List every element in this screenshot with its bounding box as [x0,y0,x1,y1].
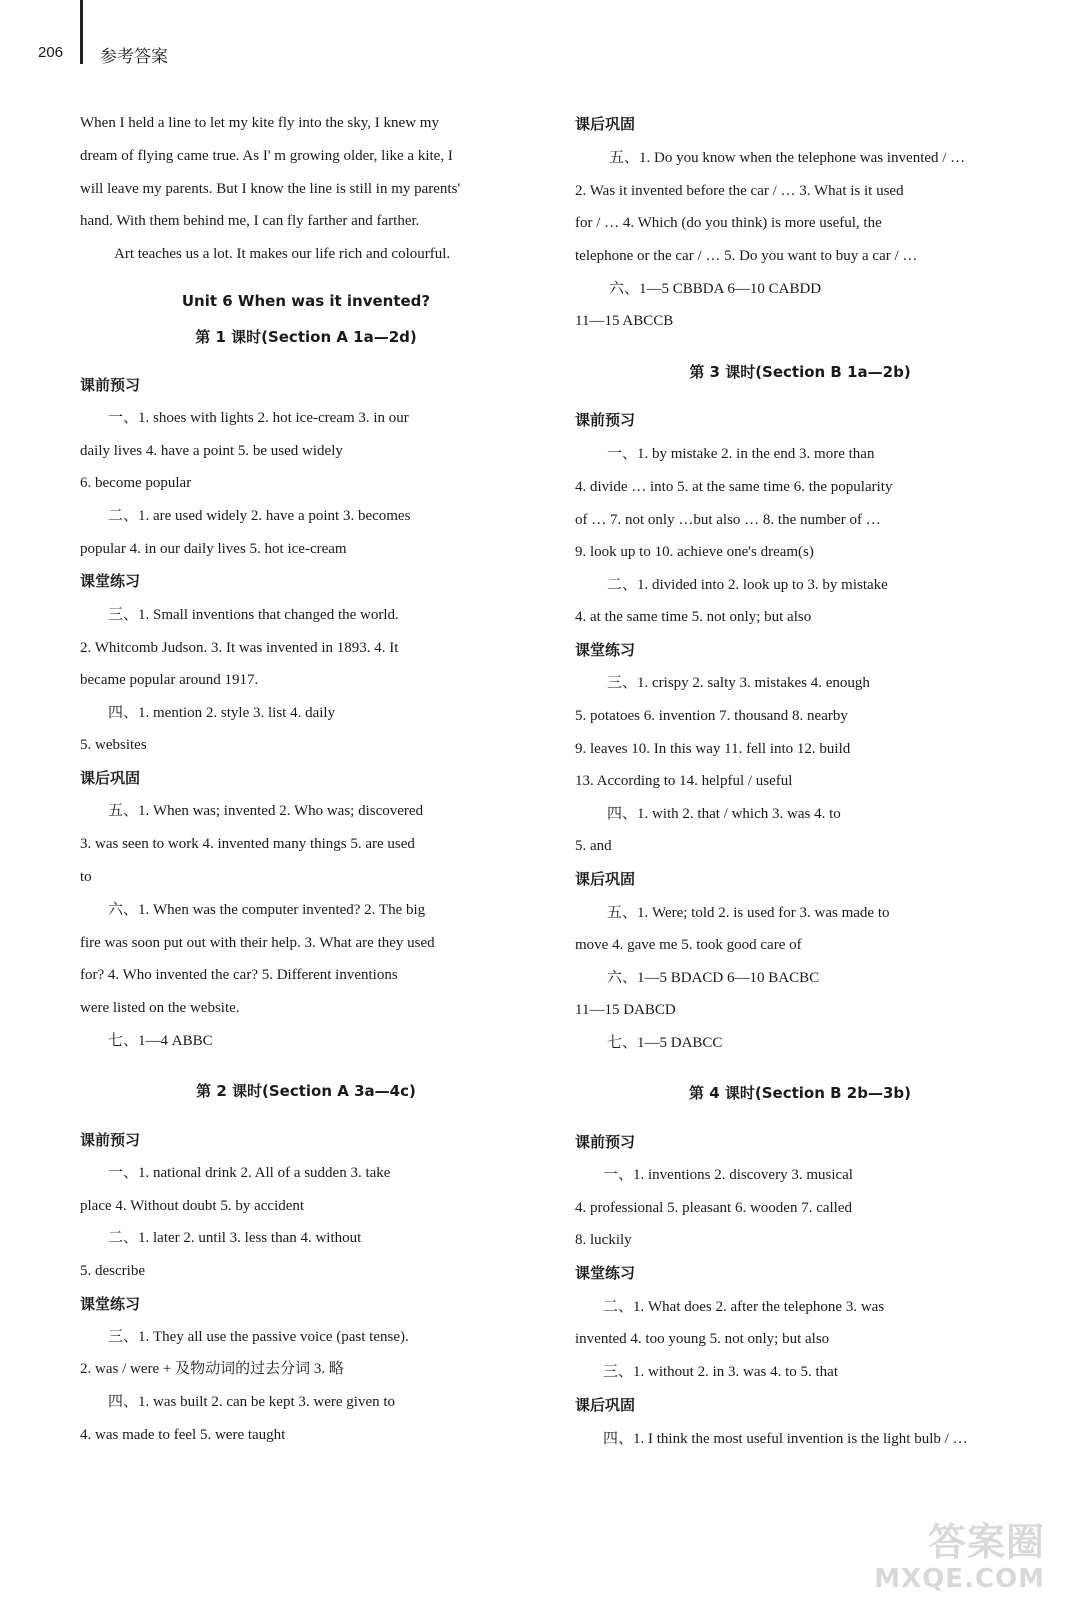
answer-line: of … 7. not only …but also … 8. the number of … [575,512,881,528]
answer-line: 五、1. When was; invented 2. Who was; discovered [108,803,424,819]
answer-line: 二、1. are used widely 2. have a point 3. becomes [108,508,411,524]
answer-line: place 4. Without doubt 5. by accident [80,1198,305,1214]
answer-line: 七、1—5 DABCC [607,1035,723,1051]
answer-line: for? 4. Who invented the car? 5. Different inventions [80,967,398,983]
answer-line: 五、1. Were; told 2. is used for 3. was made to [607,905,890,921]
section-label: 课堂练习 [575,1264,636,1282]
answer-line: 6. become popular [80,475,192,491]
lesson-title: 第 4 课时(Section B 2b—3b) [689,1084,911,1102]
answer-line: popular 4. in our daily lives 5. hot ice-cream [80,541,347,557]
text-line: hand. With them behind me, I can fly farther and farther. [80,213,420,229]
answer-line: 3. was seen to work 4. invented many things 5. are used [80,836,415,852]
section-label: 课堂练习 [575,641,636,659]
section-label: 课前预习 [80,376,141,394]
answer-line: 4. divide … into 5. at the same time 6. the popularity [575,479,893,495]
answer-line: 二、1. divided into 2. look up to 3. by mistake [607,577,888,593]
text-line: When I held a line to let my kite fly into the sky, I knew my [80,115,439,131]
answer-line: 四、1. was built 2. can be kept 3. were given to [108,1394,396,1410]
text-line: will leave my parents. But I know the line is still in my parents' [80,181,461,197]
section-label: 课后巩固 [575,1396,636,1414]
answer-line: 五、1. Do you know when the telephone was invented / … [609,150,966,166]
section-label: 课后巩固 [80,769,141,787]
answer-line: 11—15 DABCD [575,1002,676,1018]
section-label: 课后巩固 [575,115,636,133]
answer-line: to [80,869,92,885]
section-label: 课前预习 [575,1133,636,1151]
header-divider [80,0,83,64]
text-line: Art teaches us a lot. It makes our life rich and colourful. [114,246,451,262]
answer-line: 一、1. shoes with lights 2. hot ice-cream 3. in our [108,410,409,426]
answer-line: 4. professional 5. pleasant 6. wooden 7. called [575,1200,853,1216]
answer-line: 5. potatoes 6. invention 7. thousand 8. nearby [575,708,848,724]
answer-line: 七、1—4 ABBC [108,1033,213,1049]
answer-line: became popular around 1917. [80,672,259,688]
answer-line: 9. look up to 10. achieve one's dream(s) [575,544,814,560]
lesson-title: 第 3 课时(Section B 1a—2b) [689,363,911,381]
answer-line: 二、1. later 2. until 3. less than 4. without [108,1230,362,1246]
answer-line: fire was soon put out with their help. 3. What are they used [80,935,435,951]
section-label: 课前预习 [575,411,636,429]
answer-line: 四、1. with 2. that / which 3. was 4. to [607,806,841,822]
answer-line: 三、1. They all use the passive voice (past tense). [108,1329,409,1345]
answer-line: for / … 4. Which (do you think) is more useful, the [575,215,882,231]
answer-line: 六、1. When was the computer invented? 2. The big [108,902,426,918]
answer-line: 11—15 ABCCB [575,313,674,329]
answer-line: 9. leaves 10. In this way 11. fell into 12. build [575,741,851,757]
answer-line: move 4. gave me 5. took good care of [575,937,802,953]
lesson-title: 第 1 课时(Section A 1a—2d) [195,328,417,346]
answer-line: 六、1—5 BDACD 6—10 BACBC [607,970,820,986]
answer-line: 三、1. without 2. in 3. was 4. to 5. that [603,1364,838,1380]
answer-line: 5. websites [80,737,147,753]
section-label: 课后巩固 [575,870,636,888]
answer-line: 一、1. national drink 2. All of a sudden 3. take [108,1165,391,1181]
answer-line: 三、1. Small inventions that changed the world. [108,607,399,623]
text-line: dream of flying came true. As I' m growing older, like a kite, I [80,148,453,164]
answer-line: 2. Was it invented before the car / … 3. What is it used [575,183,904,199]
answer-line: invented 4. too young 5. not only; but also [575,1331,830,1347]
answer-line: 2. was / were + 及物动词的过去分词 3. 略 [80,1361,344,1377]
answer-line: 四、1. mention 2. style 3. list 4. daily [108,705,336,721]
answer-line: telephone or the car / … 5. Do you want to buy a car / … [575,248,918,264]
answer-line: 5. and [575,838,612,854]
page-header [0,0,1075,80]
lesson-title: 第 2 课时(Section A 3a—4c) [196,1082,416,1100]
answer-line: 5. describe [80,1263,145,1279]
page-number: 206 [38,44,64,61]
answer-line: were listed on the website. [80,1000,240,1016]
answer-line: 一、1. by mistake 2. in the end 3. more than [607,446,875,462]
answer-line: 13. According to 14. helpful / useful [575,773,793,789]
unit-title: Unit 6 When was it invented? [181,292,431,310]
header-title: 参考答案 [100,47,168,67]
section-label: 课堂练习 [80,572,141,590]
answer-line: 2. Whitcomb Judson. 3. It was invented in 1893. 4. It [80,640,399,656]
answer-line: 二、1. What does 2. after the telephone 3. was [603,1299,885,1315]
answer-line: 六、1—5 CBBDA 6—10 CABDD [609,281,822,297]
section-label: 课前预习 [80,1131,141,1149]
answer-line: daily lives 4. have a point 5. be used widely [80,443,343,459]
answer-line: 四、1. I think the most useful invention is the light bulb / … [603,1431,968,1447]
answer-line: 4. was made to feel 5. were taught [80,1427,286,1443]
answer-line: 8. luckily [575,1232,632,1248]
watermark-en: MXQE.COM [874,1564,1045,1594]
answer-line: 一、1. inventions 2. discovery 3. musical [603,1167,853,1183]
section-label: 课堂练习 [80,1295,141,1313]
answer-line: 4. at the same time 5. not only; but also [575,609,812,625]
watermark-cn: 答案圈 [927,1520,1045,1564]
answer-line: 三、1. crispy 2. salty 3. mistakes 4. enough [607,675,870,691]
